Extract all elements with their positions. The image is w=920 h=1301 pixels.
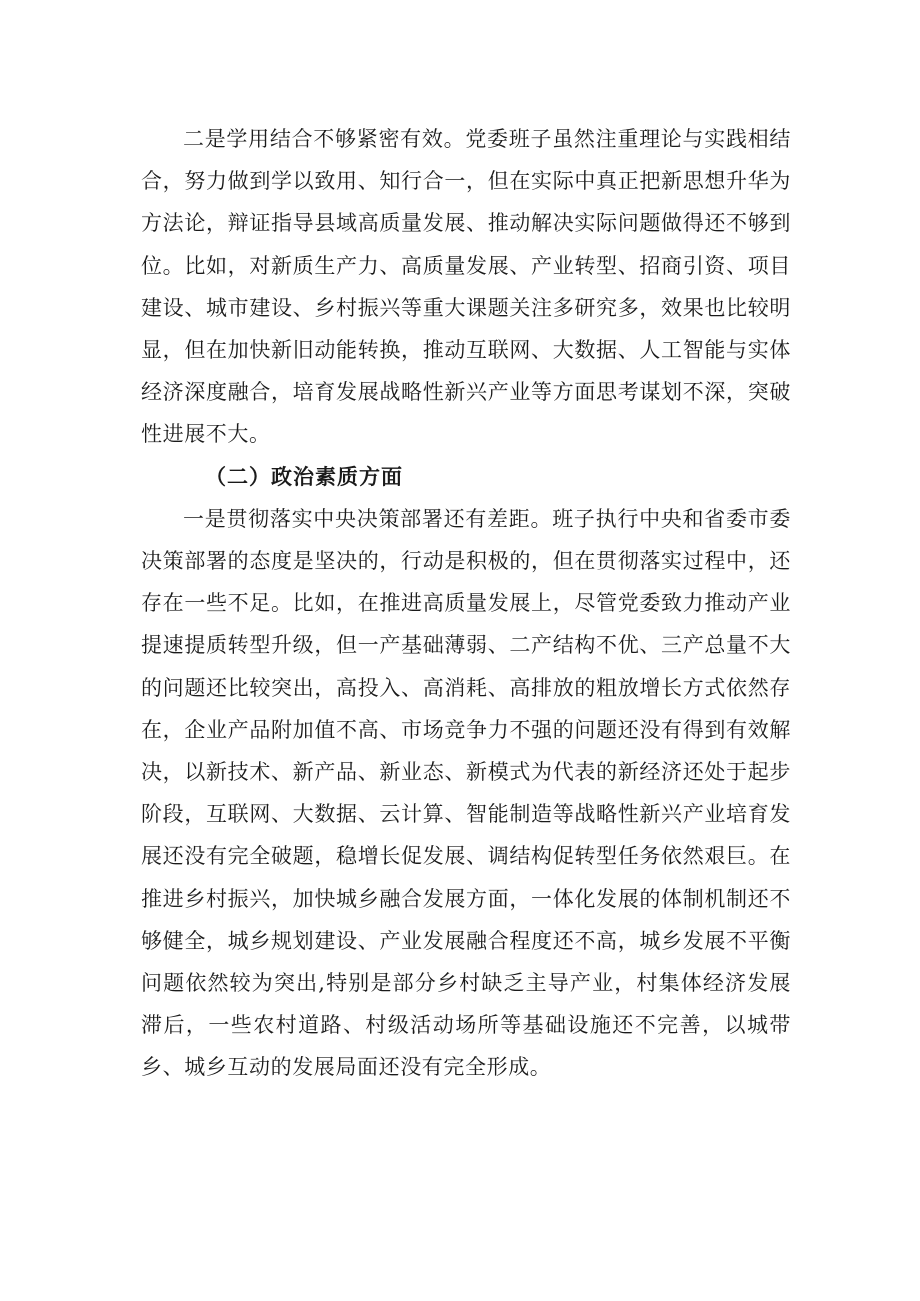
paragraph-study-application: 二是学用结合不够紧密有效。党委班子虽然注重理论与实践相结合，努力做到学以致用、知行合一，但在实际中真正把新思想升华为方法论，辩证指导县域高质量发展、推动解决实际问题做得还不够到位。比如，对新质生产力、高质量发展、产业转型、招商引资、项目建设、城市建设、乡村振兴等重大课题关注多研究多，效果也比较明显，但在加快新旧动能转换，推动互联网、大数据、人工智能与实体经济深度融合，培育发展战略性新兴产业等方面思考谋划不深，突破性进展不大。	[141, 127, 791, 447]
document-body	[141, 118, 791, 1089]
section-heading-political-quality: （二）政治素质方面	[205, 464, 403, 489]
paragraph-policy-implementation: 一是贯彻落实中央决策部署还有差距。班子执行中央和省委市委决策部署的态度是坚决的，行动是积极的，但在贯彻落实过程中，还存在一些不足。比如，在推进高质量发展上，尽管党委致力推动产业提速提质转型升级，但一产基础薄弱、二产结构不优、三产总量不大的问题还比较突出，高投入、高消耗、高排放的粗放增长方式依然存在，企业产品附加值不高、市场竞争力不强的问题还没有得到有效解决，以新技术、新产品、新业态、新模式为代表的新经济还处于起步阶段，互联网、大数据、云计算、智能制造等战略性新兴产业培育发展还没有完全破题，稳增长促发展、调结构促转型任务依然艰巨。在推进乡村振兴，加快城乡融合发展方面，一体化发展的体制机制还不够健全，城乡规划建设、产业发展融合程度还不高，城乡发展不平衡问题依然较为突出,特别是部分乡村缺乏主导产业，村集体经济发展滞后，一些农村道路、村级活动场所等基础设施还不完善，以城带乡、城乡互动的发展局面还没有完全形成。	[141, 506, 791, 1080]
